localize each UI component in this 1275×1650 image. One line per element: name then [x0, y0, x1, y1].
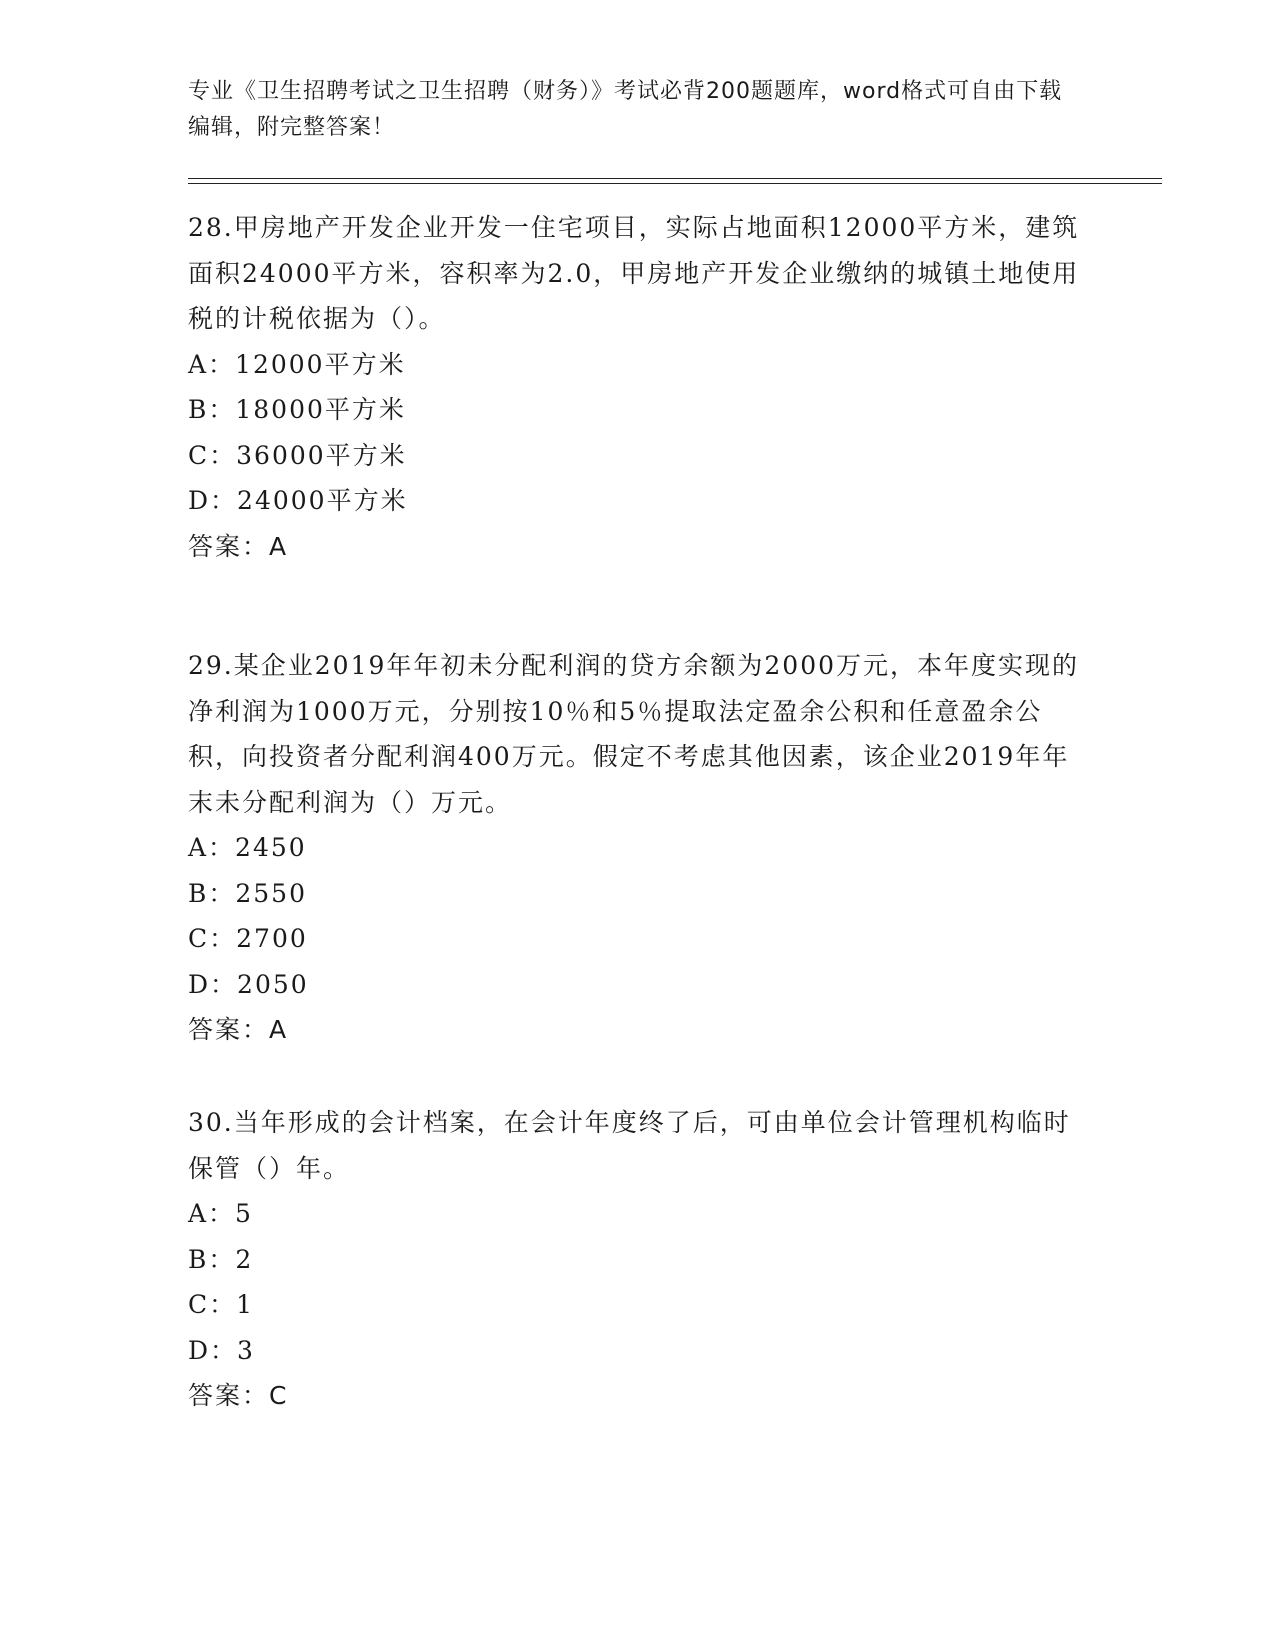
option-a: A：2450 — [188, 833, 307, 862]
answer-line: 答案：A — [188, 1015, 289, 1044]
option-d: D：24000平方米 — [188, 486, 408, 515]
question-stem: 28.甲房地产开发企业开发一住宅项目，实际占地面积12000平方米，建筑面积24000平方米，容积率为2.0，甲房地产开发企业缴纳的城镇土地使用税的计税依据为（）。 — [188, 213, 1080, 333]
option-c: C：2700 — [188, 924, 308, 953]
answer-line: 答案：A — [188, 531, 289, 561]
option-b: B：2 — [188, 1244, 254, 1274]
option-d: D：3 — [188, 1335, 255, 1365]
option-b: B：18000平方米 — [188, 395, 406, 424]
question-stem: 29.某企业2019年年初未分配利润的贷方余额为2000万元，本年度实现的净利润为1000万元，分别按10％和5％提取法定盈余公积和任意盈余公积，向投资者分配利润400万元。假定不考虑其他因素，该企业2019年年末未分配利润为（）万元。 — [188, 651, 1080, 817]
option-a: A：12000平方米 — [188, 349, 406, 379]
option-c: C：1 — [188, 1290, 255, 1319]
option-b: B：2550 — [188, 878, 307, 908]
question-28 — [188, 205, 1088, 569]
option-c: C：36000平方米 — [188, 440, 407, 470]
option-a: A：5 — [188, 1199, 253, 1228]
question-29 — [188, 643, 1088, 1053]
question-30 — [188, 1100, 1088, 1419]
document-header: 专业《卫生招聘考试之卫生招聘（财务）》考试必背200题题库，word格式可自由下载编辑，附完整答案！ — [188, 79, 1063, 140]
question-stem: 30.当年形成的会计档案，在会计年度终了后，可由单位会计管理机构临时保管（）年。 — [188, 1108, 1071, 1183]
option-d: D：2050 — [188, 969, 309, 999]
answer-line: 答案：C — [188, 1381, 289, 1410]
header-double-rule — [188, 178, 1162, 184]
